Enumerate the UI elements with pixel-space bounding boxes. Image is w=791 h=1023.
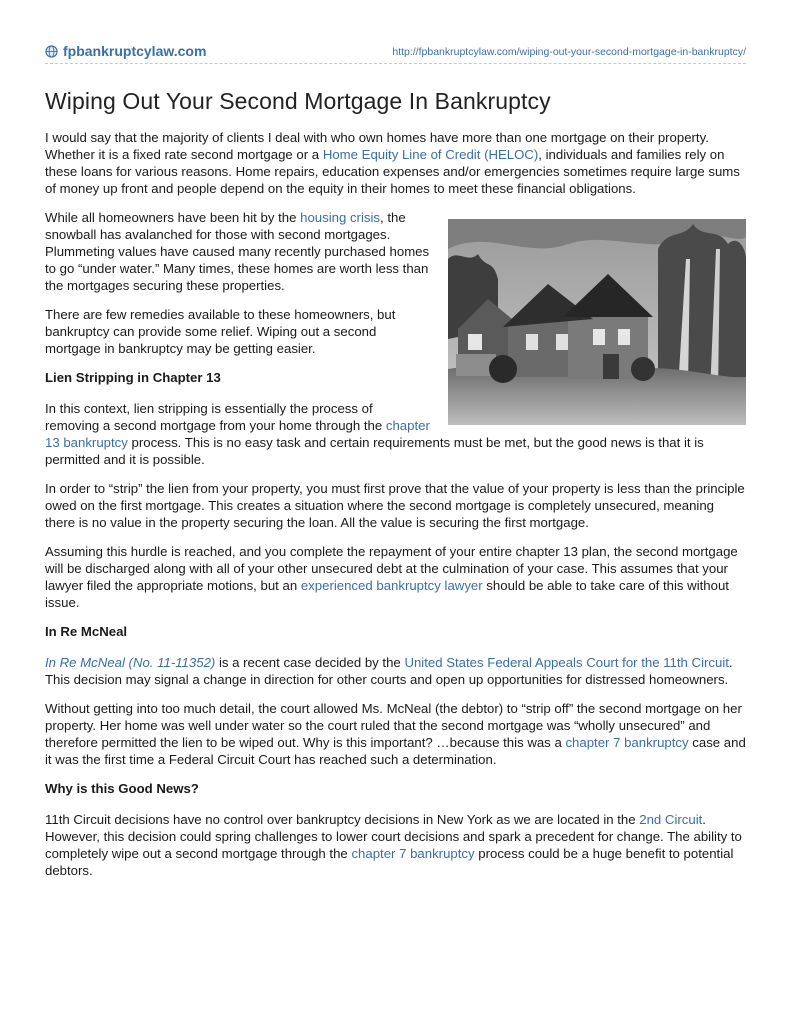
link-experienced-lawyer[interactable]: experienced bankruptcy lawyer [300,578,483,593]
paragraph-circuit [45,811,746,879]
text: 11th Circuit decisions have no control over bankruptcy decisions in New York as we are located in the [45,812,640,827]
link-heloc[interactable]: Home Equity Line of Credit (HELOC) [322,147,539,162]
paragraph-strip-off [45,700,746,768]
link-11th-circuit[interactable]: United States Federal Appeals Court for the 11th Circuit [404,655,729,670]
link-housing-crisis[interactable]: housing crisis [300,210,381,225]
text: . However, this decision could spring challenges to lower court decisions and spark a precedent for change. The ability to completely wipe out a second mortgage through the [45,812,742,861]
article-title: Wiping Out Your Second Mortgage In Bankruptcy [45,88,551,114]
link-chapter-13[interactable]: chapter 13 bankruptcy [45,418,430,450]
heading-lien-stripping: Lien Stripping in Chapter 13 [45,370,221,385]
house-photo [448,219,746,425]
text: , the snowball has avalanched for those with second mortgages. Plummeting values have caused many recently purchased homes to go “under water.” Many times, these homes are worth less than the mortgages securing these properties. [45,210,430,293]
paragraph-intro [45,129,746,197]
heading-in-re-mcneal: In Re McNeal [45,624,128,639]
heading-good-news: Why is this Good News? [45,781,199,796]
text: Without getting into too much detail, the court allowed Ms. McNeal (the debtor) to “strip off” the second mortgage on her property. Her home was well under water so the court ruled that the second mortgage was “wholly unsecured” and therefore permitted the lien to be wiped out. Why is this important? …because this was a [45,701,742,750]
text: I would say that the majority of clients I deal with who own homes have more than one mortgage on their property. Whether it is a fixed rate second mortgage or a [45,130,709,162]
text: In this context, lien stripping is essentially the process of removing a second mortgage from your home through the [45,401,386,433]
page-url[interactable]: http://fpbankruptcylaw.com/wiping-out-your-second-mortgage-in-bankruptcy/ [392,46,746,58]
link-2nd-circuit[interactable]: 2nd Circuit [639,812,703,827]
text: . This decision may signal a change in direction for other courts and open up opportunities for distressed homeowners. [45,655,733,687]
link-chapter-7-process[interactable]: chapter 7 bankruptcy [351,846,475,861]
page-header [45,43,746,64]
text: process could be a huge benefit to potential debtors. [45,846,734,878]
site-name[interactable]: fpbankruptcylaw.com [63,43,207,59]
house-image [448,219,746,425]
paragraph-mcneal-case [45,654,746,688]
text: While all homeowners have been hit by the [45,210,301,225]
paragraph-hurdle [45,543,746,611]
paragraph-remedies: There are few remedies available to these homeowners, but bankruptcy can provide some relief. Wiping out a second mortgage in bankruptcy may be getting easier. [45,307,396,356]
text: process. This is no easy task and certain requirements must be met, but the good news is that it is permitted and it is possible. [45,435,704,467]
text: , individuals and families rely on these loans for various reasons. Home repairs, education expenses and/or emergencies sometimes require large sums of money up front and people depend on the equity in their homes to meet these financial obligations. [45,147,740,196]
site-brand[interactable] [45,43,206,59]
paragraph-strip-lien: In order to “strip” the lien from your property, you must first prove that the value of your property is less than the principle owed on the first mortgage. This creates a situation where the second mortgage is completely unsecured, meaning there is no value in the property securing the loan. All the value is securing the first mortgage. [45,481,745,530]
link-chapter-7[interactable]: chapter 7 bankruptcy [565,735,689,750]
link-mcneal-case[interactable]: In Re McNeal (No. 11-11352) [45,655,216,670]
globe-icon [45,45,58,58]
article [45,88,746,891]
text: should be able to take care of this without issue. [45,578,729,610]
text: case and it was the first time a Federal Circuit Court has reached such a determination. [45,735,746,767]
text: Assuming this hurdle is reached, and you complete the repayment of your entire chapter 13 plan, the second mortgage will be discharged along with all of your other unsecured debt at the culmination of your case. This assumes that your lawyer filed the appropriate motions, but an [45,544,738,593]
text: is a recent case decided by the [215,655,405,670]
